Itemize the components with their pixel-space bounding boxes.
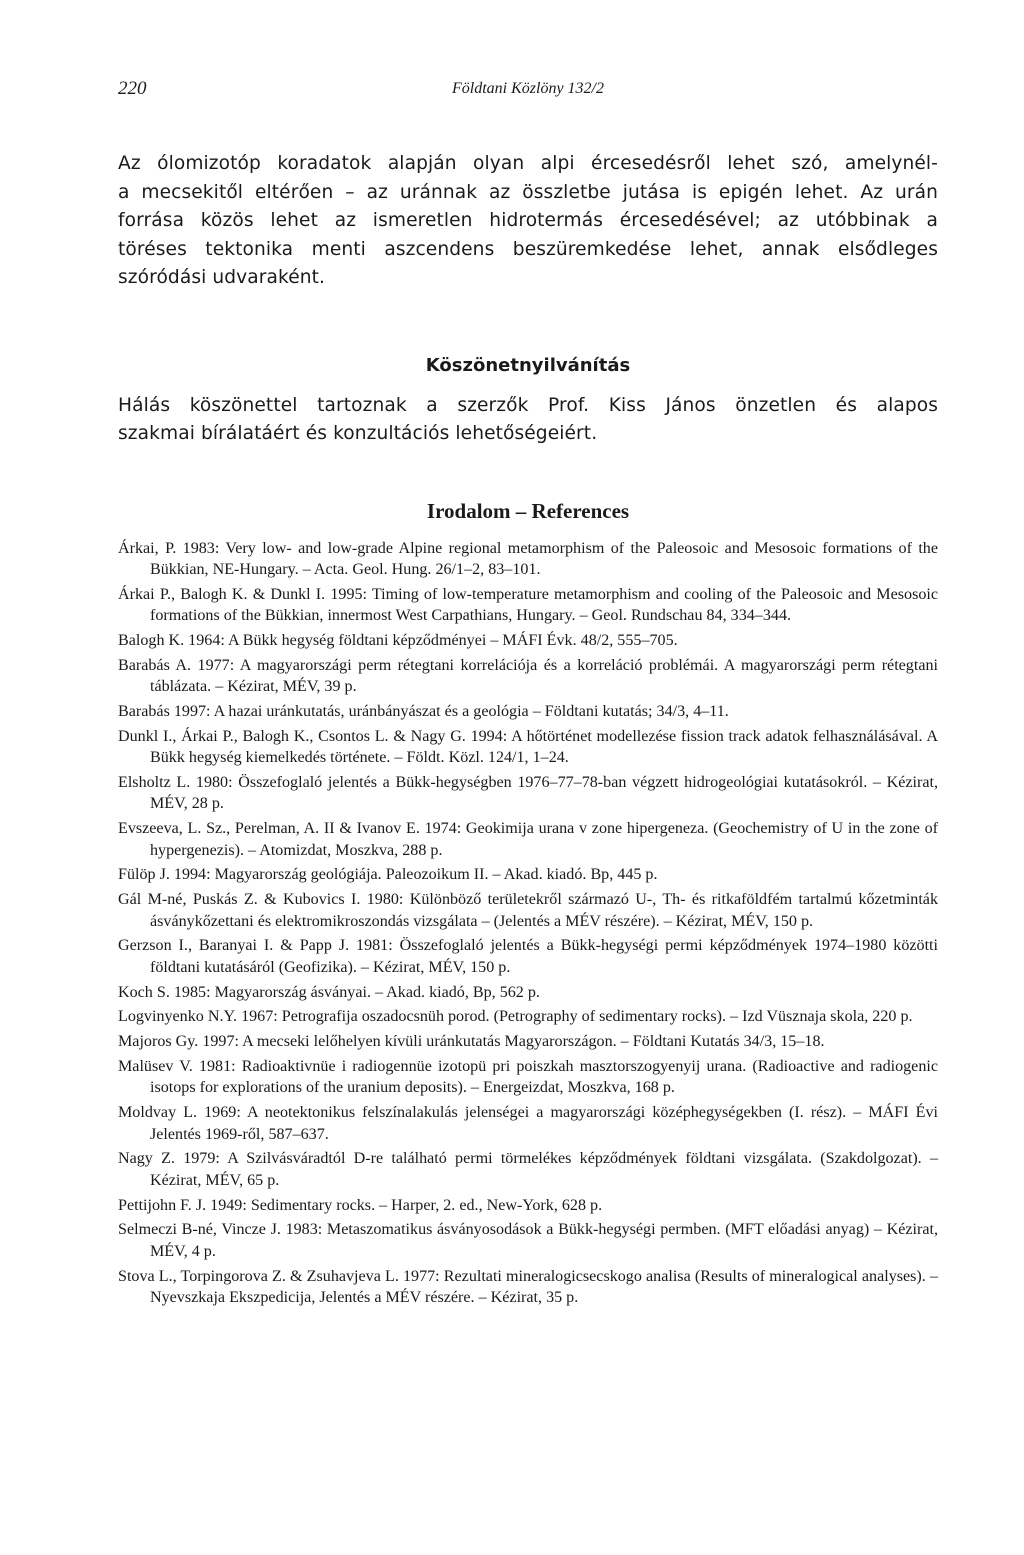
text-line: szóródási udvaraként. [118,267,326,288]
reference-item: Balogh K. 1964: A Bükk hegység földtani képződményei – MÁFI Évk. 48/2, 555–705. [118,631,678,649]
text-line: a mecsekitől eltérően – az uránnak az összletbe jutása is epigén lehet. Az urán [118,181,938,203]
acknowledgements-heading: Köszönetnyilvánítás [425,354,631,376]
conclusion-paragraph [118,150,938,293]
page [118,0,938,1312]
reference-item: Moldvay L. 1969: A neotektonikus felszínalakulás jelenségei a magyarországi középhegységekben (I. rész). – MÁFI Évi Jelentés 1969-ről, 587–637. [118,1104,938,1143]
reference-item: Stova L., Torpingorova Z. & Zsuhavjeva L. 1977: Rezultati mineralogicsecskogo analisa (Results of mineralogical analyses). – Nyevszkaja Ekszpedicija, Jelentés a MÉV részére. – Kézirat, 35 p. [118,1267,938,1306]
running-head [118,78,938,118]
reference-item: Fülöp J. 1994: Magyarország geológiája. Paleozoikum II. – Akad. kiadó. Bp, 445 p. [118,866,658,884]
references-heading: Irodalom – References [426,498,630,523]
reference-item: Evszeeva, L. Sz., Perelman, A. II & Ivanov E. 1974: Geokimija urana v zone hipergeneza. (Geochemistry of U in the zone of hypergenezis). – Atomizdat, Moszkva, 288 p. [118,820,938,859]
reference-item: Majoros Gy. 1997: A mecseki lelőhelyen kívüli uránkutatás Magyarországon. – Földtani Kutatás 34/3, 15–18. [118,1033,825,1051]
reference-item: Koch S. 1985: Magyarország ásványai. – Akad. kiadó, Bp, 562 p. [118,983,540,1001]
reference-item: Barabás A. 1977: A magyarországi perm rétegtani korrelációja és a korreláció problémái. A magyarországi perm rétegtani táblázata. – Kézirat, MÉV, 39 p. [118,656,938,696]
reference-list [118,538,938,1309]
text-line: Hálás köszönettel tartoznak a szerzők Prof. Kiss János önzetlen és alapos [118,394,938,416]
journal-title: Földtani Közlöny 132/2 [452,80,604,97]
reference-item: Selmeczi B-né, Vincze J. 1983: Metaszomatikus ásványosodások a Bükk-hegységi permben. (MFT előadási anyag) – Kézirat, MÉV, 4 p. [118,1221,938,1260]
text-line: Az ólomizotóp koradatok alapján olyan alpi ércesedésről lehet szó, amelynél- [118,153,938,174]
reference-item: Logvinyenko N.Y. 1967: Petrografija oszadocsnüh porod. (Petrography of sedimentary rocks). – Izd Vüsznaja skola, 220 p. [118,1008,913,1026]
reference-item: Gerzson I., Baranyai I. & Papp J. 1981: Összefoglaló jelentés a Bükk-hegységi permi képződmények 1974–1980 közötti földtani kutatásáról (Geofizika). – Kézirat, MÉV, 150 p. [118,937,938,976]
acknowledgements-paragraph [118,392,938,449]
page-number: 220 [118,78,147,99]
reference-item: Elsholtz L. 1980: Összefoglaló jelentés a Bükk-hegységben 1976–77–78-ban végzett hidrogeológiai kutatásokról. – Kézirat, MÉV, 28 p. [118,773,938,813]
reference-item: Árkai, P. 1983: Very low- and low-grade Alpine regional metamorphism of the Paleosoic and Mesosoic formations of the Bükkian, NE-Hungary. – Acta. Geol. Hung. 26/1–2, 83–101. [118,539,938,578]
reference-item: Dunkl I., Árkai P., Balogh K., Csontos L. & Nagy G. 1994: A hőtörténet modellezése fission track adatok felhasználásával. A Bükk hegység kiemelkedés története. – Földt. Közl. 124/1, 1–24. [118,727,938,767]
reference-item: Malüsev V. 1981: Radioaktivnüe i radiogennüe izotopü pri poiszkah masztorszogyenyij urana. (Radioactive and radiogenic isotops for explorations of the uranium deposits). – Energeizdat, Moszkva, 168 p. [118,1057,938,1097]
text-line: töréses tektonika menti aszcendens beszüremkedése lehet, annak elsődleges [118,238,938,260]
reference-item: Pettijohn F. J. 1949: Sedimentary rocks. – Harper, 2. ed., New-York, 628 p. [118,1196,603,1214]
reference-item: Gál M-né, Puskás Z. & Kubovics I. 1980: Különböző területekről származó U-, Th- és ritkaföldfém tartalmú kőzetminták ásványkőzettani és elektromikroszondás vizsgálata – (Jelentés a MÉV részére). – Kézirat, MÉV, 150 p. [118,891,938,930]
reference-item: Nagy Z. 1979: A Szilvásváradtól D-re található permi törmelékes képződmények földtani vizsgálata. (Szakdolgozat). – Kézirat, MÉV, 65 p. [118,1150,938,1189]
reference-item: Árkai P., Balogh K. & Dunkl I. 1995: Timing of low-temperature metamorphism and cooling of the Paleosoic and Mesosoic formations of the Bükkian, innermost West Carpathians, Hungary. – Geol. Rundschau 84, 334–344. [118,585,938,625]
text-line: forrása közös lehet az ismeretlen hidrotermás ércesedésével; az utóbbinak a [118,210,938,231]
text-line: szakmai bírálatáért és konzultációs lehetőségeiért. [118,423,598,444]
reference-item: Barabás 1997: A hazai uránkutatás, uránbányászat és a geológia – Földtani kutatás; 34/3, 4–11. [118,702,729,720]
